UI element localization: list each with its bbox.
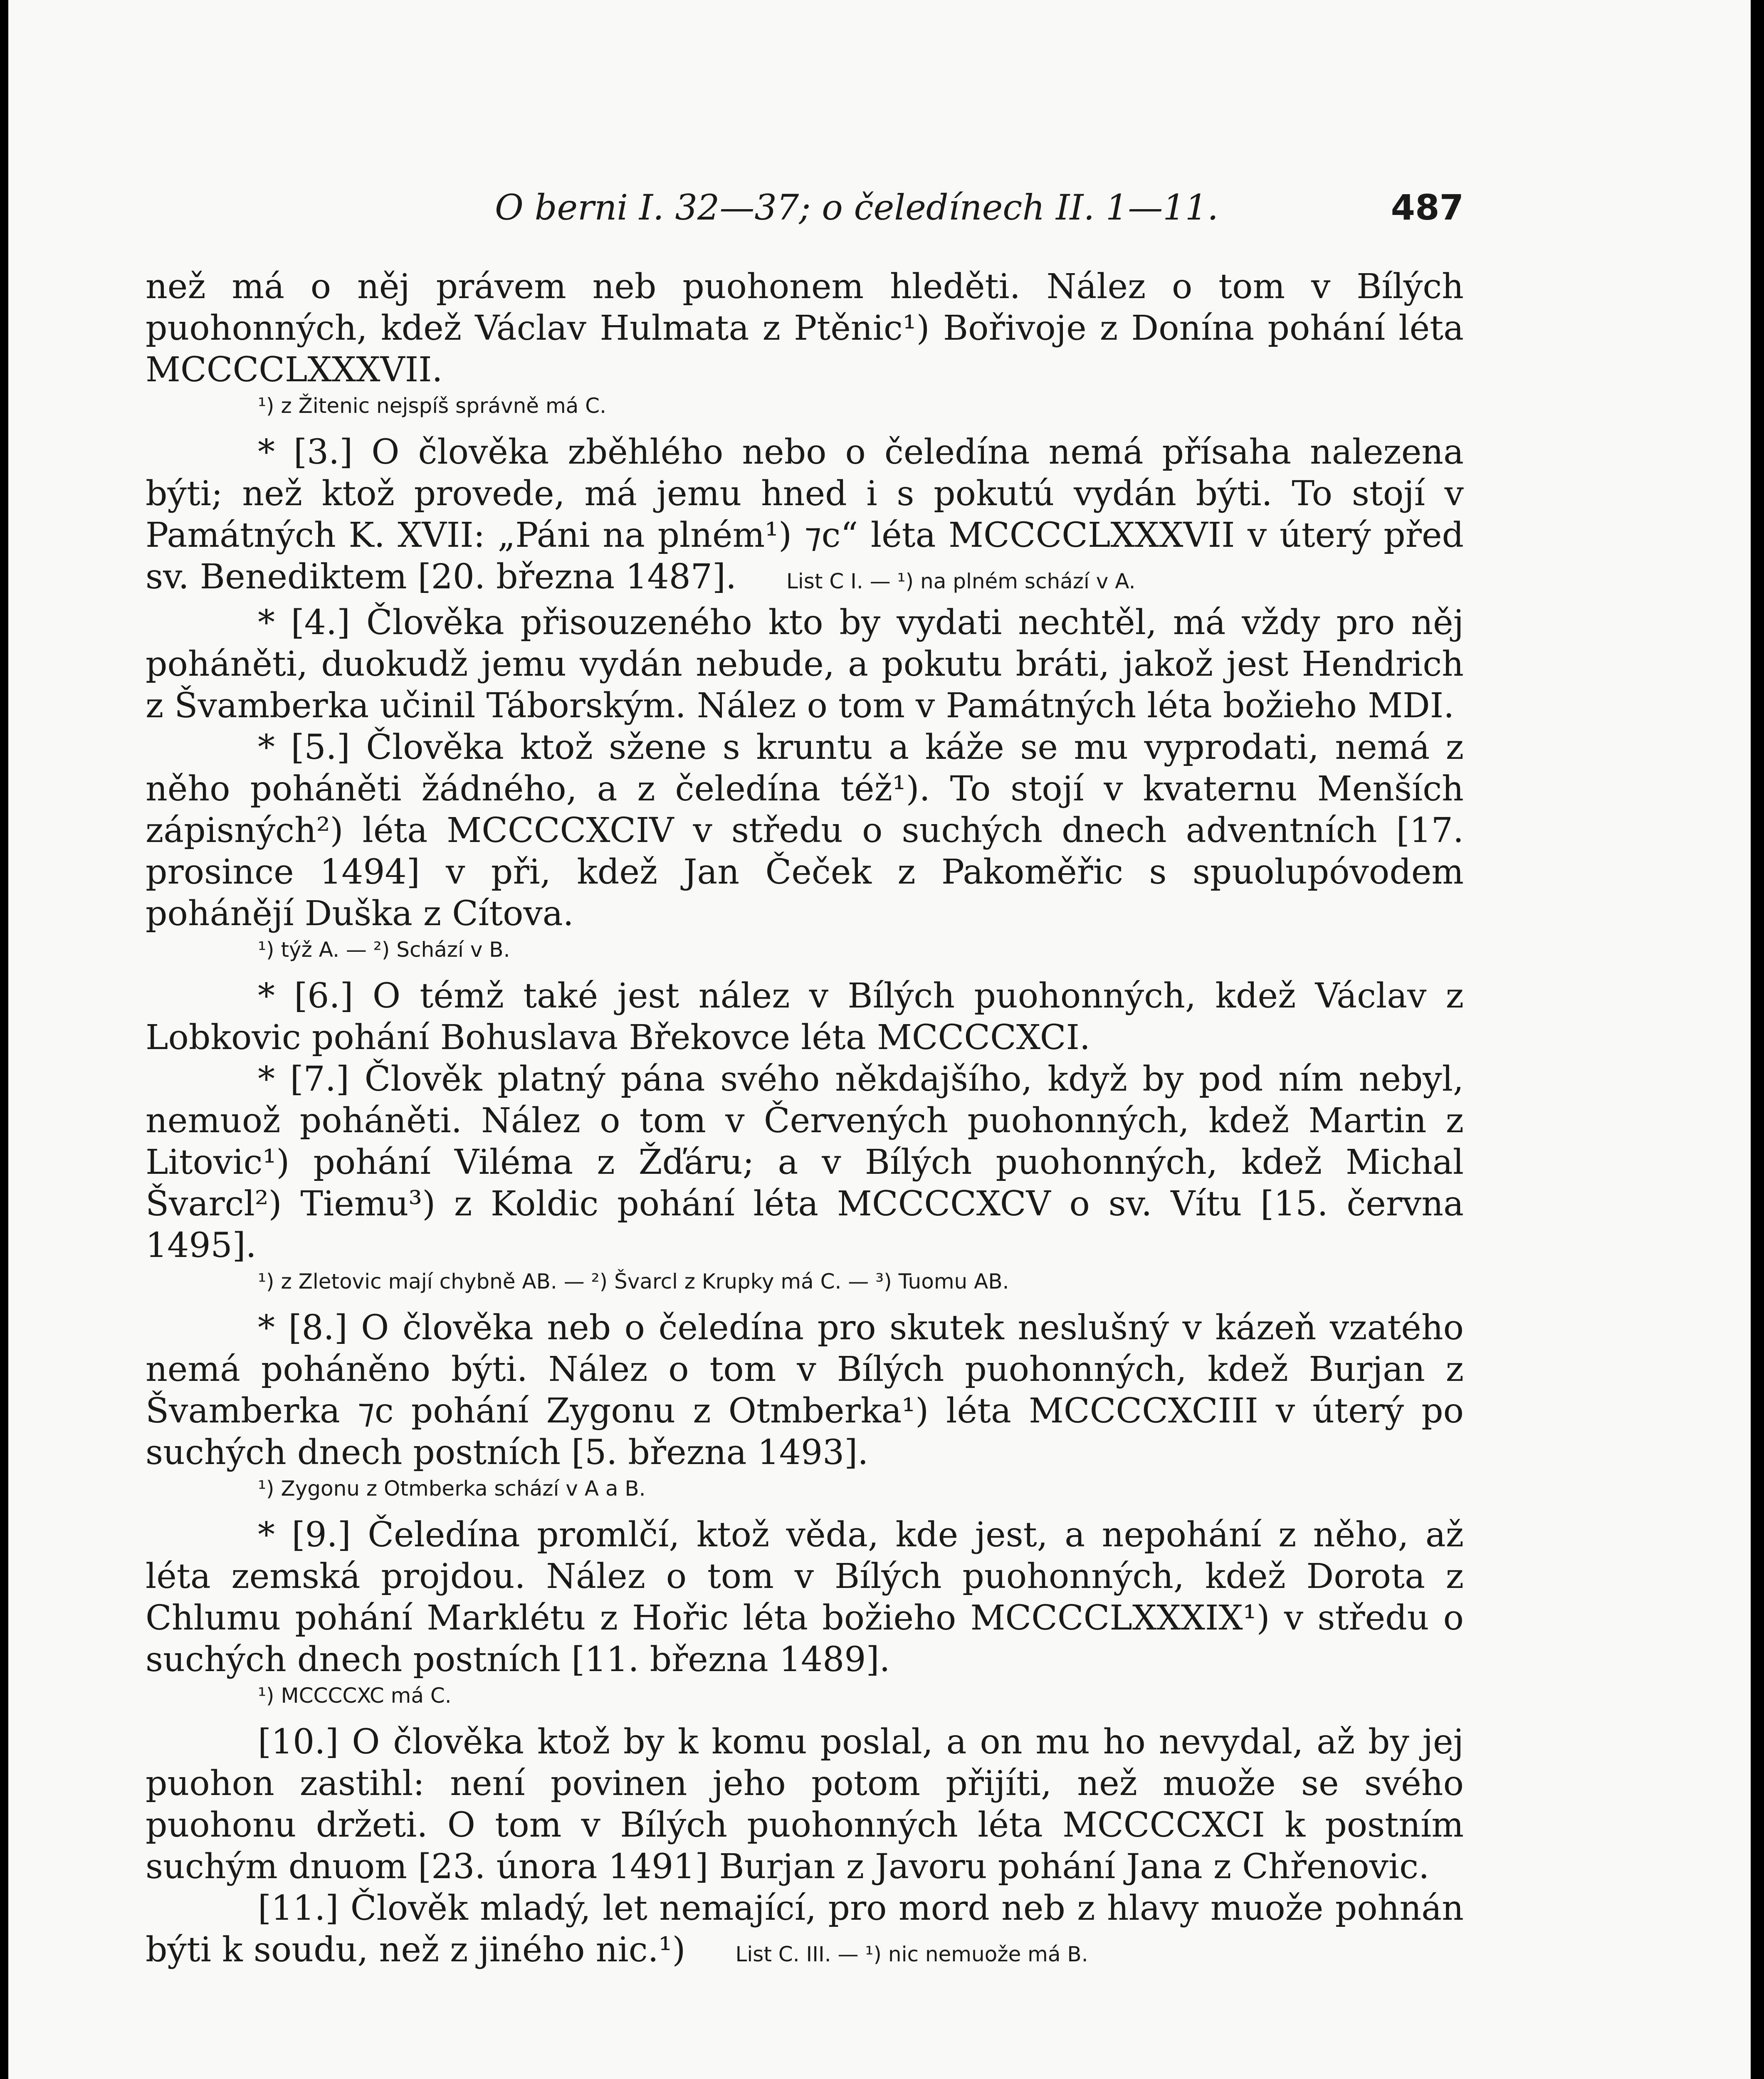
footnote: ¹) týž A. — ²) Schází v B.: [258, 938, 510, 962]
footnote-inline: List C. III. — ¹) nic nemuože má B.: [735, 1942, 1088, 1966]
running-title: O berni I. 32—37; o čeledínech II. 1—11.: [495, 187, 1218, 228]
paragraph-8: * [8.] O člověka neb o čeledína pro skutek neslušný v kázeň vzatého nemá poháněno býti. Nález o tom v Bílých puohonných, kdež Burjan z Švamberka ⁊c pohání Zygonu z Otmberka¹) léta MCCCCXCIII v úterý po suchých dnech postních [5. března 1493].: [146, 1308, 1464, 1472]
page-number: 487: [1391, 187, 1464, 228]
paragraph-3: [146, 432, 1464, 602]
paragraph-continued: než má o něj právem neb puohonem hleděti. Nález o tom v Bílých puohonných, kdež Václav Hulmata z Ptěnic¹) Bořivoje z Donína pohání léta MCCCCLXXXVII.: [146, 267, 1464, 390]
footnote: ¹) MCCCCXC má C.: [258, 1684, 452, 1708]
paragraph-4: * [4.] Člověka přisouzeného kto by vydati nechtěl, má vždy pro něj poháněti, duokudž jemu vydán nebude, a pokutu bráti, jakož jest Hendrich z Švamberka učinil Táborským. Nález o tom v Památných léta božieho MDI.: [146, 603, 1464, 726]
page-body: [146, 266, 1464, 1975]
paragraph-6: * [6.] O témž také jest nález v Bílých puohonných, kdež Václav z Lobkovic pohání Bohuslava Břekovce léta MCCCCXCI.: [146, 976, 1464, 1057]
paragraph-9: * [9.] Čeledína promlčí, ktož věda, kde jest, a nepohání z něho, až léta zemská projdou. Nález o tom v Bílých puohonných, kdež Dorota z Chlumu pohání Marklétu z Hořic léta božieho MCCCCLXXXIX¹) v středu o suchých dnech postních [11. března 1489].: [146, 1515, 1464, 1679]
paragraph-11-text: [11.] Člověk mladý, let nemající, pro mord neb z hlavy muože pohnán býti k soudu, než z jiného nic.¹): [146, 1889, 1464, 1970]
footnote: ¹) z Zletovic mají chybně AB. — ²) Švarcl z Krupky má C. — ³) Tuomu AB.: [258, 1269, 1009, 1294]
footnote: ¹) z Žitenic nejspíš správně má C.: [258, 394, 606, 418]
paragraph-7: * [7.] Člověk platný pána svého někdajšího, když by pod ním nebyl, nemuož poháněti. Nález o tom v Červených puohonných, kdež Martin z Litovic¹) pohání Viléma z Žďáru; a v Bílých puohonných, kdež Michal Švarcl²) Tiemu³) z Koldic pohání léta MCCCCXCV o sv. Vítu [15. června 1495].: [146, 1059, 1464, 1265]
paragraph-5: * [5.] Člověka ktož sžene s kruntu a káže se mu vyprodati, nemá z něho poháněti žádného, a z čeledína též¹). To stojí v kvaternu Menších zápisných²) léta MCCCCXCIV v středu o suchých dnech adventních [17. prosince 1494] v při, kdež Jan Čeček z Pakoměřic s spuolupóvodem pohánějí Duška z Cítova.: [146, 728, 1464, 933]
paragraph-11: [146, 1888, 1464, 1975]
running-header: [146, 187, 1464, 237]
book-page: [8, 0, 1751, 2079]
footnote: ¹) Zygonu z Otmberka schází v A a B.: [258, 1477, 646, 1501]
paragraph-3-text: * [3.] O člověka zběhlého nebo o čeledína nemá přísaha nalezena býti; než ktož provede, má jemu hned i s pokutú vydán býti. To stojí v Památných K. XVII: „Páni na plném¹) ⁊c“ léta MCCCCLXXXVII v úterý před sv. Benediktem [20. března 1487].: [146, 432, 1464, 597]
footnote-inline: List C I. — ¹) na plném schází v A.: [786, 569, 1136, 593]
paragraph-10: [10.] O člověka ktož by k komu poslal, a on mu ho nevydal, až by jej puohon zastihl: není povinen jeho potom přijíti, než muože se svého puohonu držeti. O tom v Bílých puohonných léta MCCCCXCI k postním suchým dnuom [23. února 1491] Burjan z Javoru pohání Jana z Chřenovic.: [146, 1722, 1464, 1886]
